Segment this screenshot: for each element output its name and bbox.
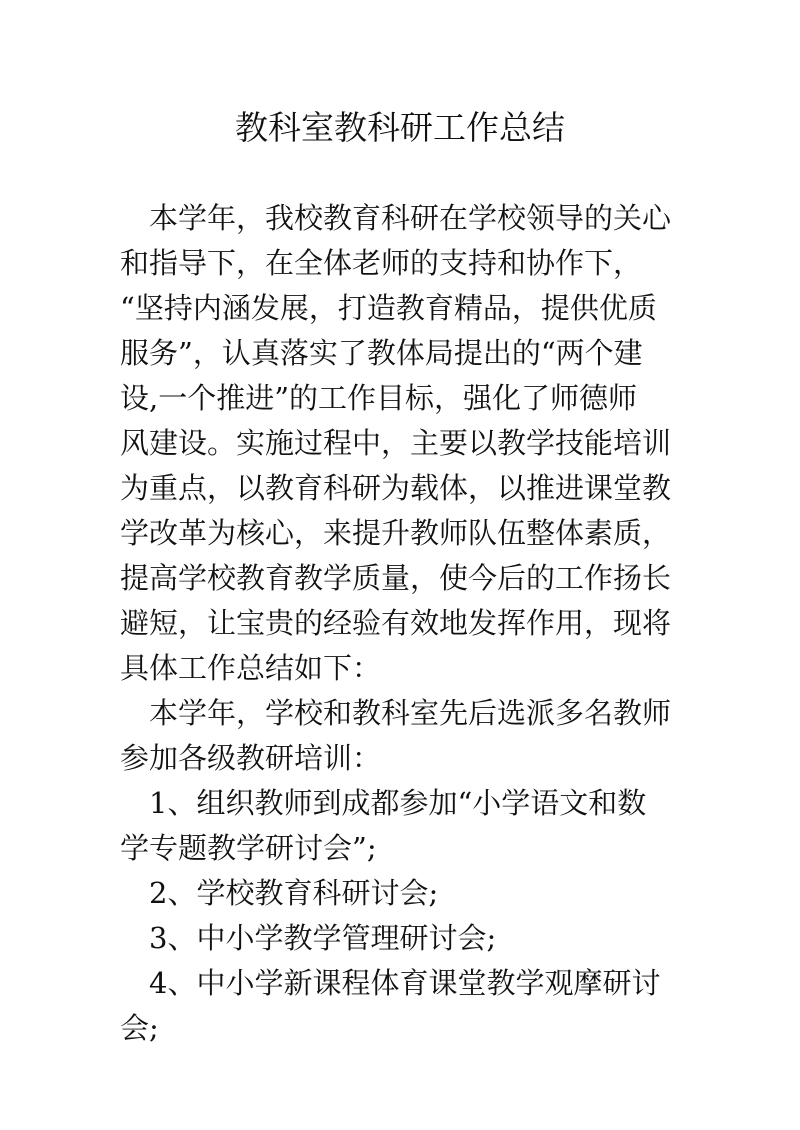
text-line: 4、中小学新课程体育课堂教学观摩研讨 — [149, 966, 661, 1000]
text-line: 1、组织教师到成都参加“小学语文和数 — [149, 786, 647, 820]
text-line: 风建设。实施过程中，主要以教学技能培训 — [120, 426, 672, 460]
text-line: 避短，让宝贵的经验有效地发挥作用，现将 — [120, 606, 672, 640]
text-line: 本学年，学校和教科室先后选派多名教师 — [149, 696, 672, 730]
text-line: 2、学校教育科研讨会; — [149, 876, 439, 910]
text-line: 为重点，以教育科研为载体，以推进课堂教 — [120, 471, 672, 505]
text-line: 本学年，我校教育科研在学校领导的关心 — [149, 201, 672, 235]
text-line: 和指导下，在全体老师的支持和协作下， — [120, 246, 643, 280]
text-line: 提高学校教育教学质量，使今后的工作扬长 — [120, 561, 672, 595]
list-item — [120, 916, 700, 961]
list-item — [120, 961, 700, 1051]
text-line: 设,一个推进”的工作目标，强化了师德师 — [120, 381, 638, 415]
text-line: 服务”，认真落实了教体局提出的“两个建 — [120, 336, 643, 370]
text-line: 具体工作总结如下： — [120, 651, 382, 685]
text-line: 3、中小学教学管理研讨会; — [149, 921, 497, 955]
text-line: 学改革为核心，来提升教师队伍整体素质， — [120, 516, 672, 550]
text-line: 会; — [120, 1011, 159, 1045]
paragraph-intro — [120, 196, 700, 691]
text-line: 学专题教学研讨会”; — [120, 831, 377, 865]
text-line: “坚持内涵发展，打造教育精品，提供优质 — [120, 291, 657, 325]
list-item — [120, 871, 700, 916]
list-item — [120, 781, 700, 871]
document-body — [120, 196, 700, 1051]
document-title: 教科室教科研工作总结 — [235, 108, 565, 147]
paragraph-training — [120, 691, 700, 781]
text-line: 参加各级教研培训： — [120, 741, 382, 775]
